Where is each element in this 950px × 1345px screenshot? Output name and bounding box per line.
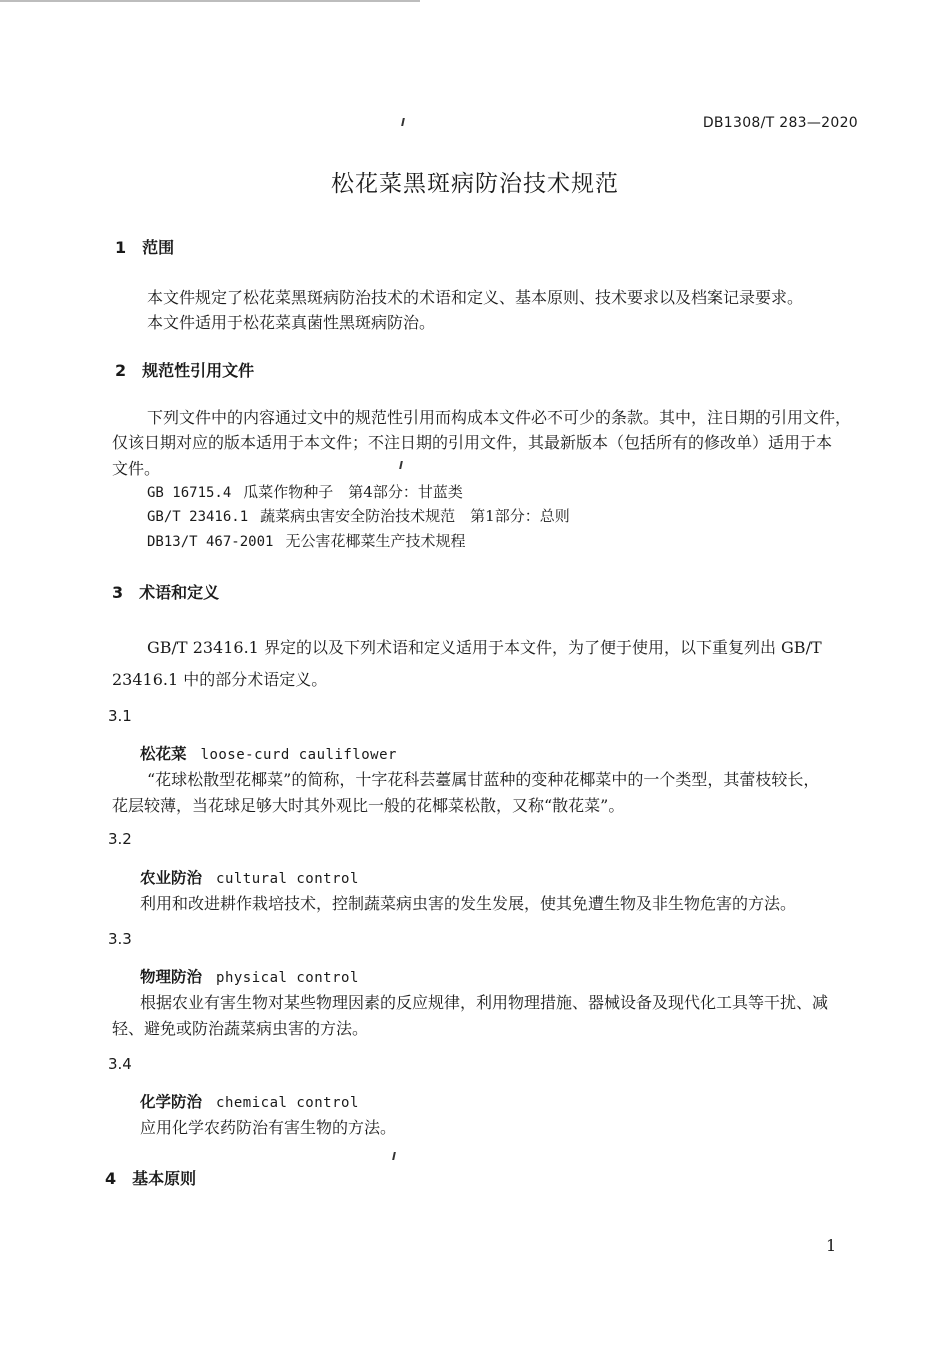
section-3-intro-line-1: GB/T 23416.1 界定的以及下列术语和定义适用于本文件，为了便于使用，以下重复列出 GB/T	[147, 638, 822, 657]
reference-item	[147, 481, 463, 502]
reference-code: GB 16715.4	[147, 485, 232, 501]
term-number: 3.4	[108, 1055, 132, 1073]
reference-title: 蔬菜病虫害安全防治技术规范 第1部分：总则	[260, 507, 570, 525]
section-1-paragraph-2: 本文件适用于松花菜真菌性黑斑病防治。	[147, 313, 436, 332]
term-chinese: 物理防治	[140, 968, 203, 986]
section-2-heading: 2 规范性引用文件	[115, 361, 255, 380]
reference-code: GB/T 23416.1	[147, 509, 249, 525]
scan-edge-line	[0, 0, 420, 2]
scan-mark	[399, 461, 403, 469]
reference-item	[147, 530, 465, 551]
section-3-heading: 3 术语和定义	[112, 583, 220, 602]
section-2-paragraph-line-1: 下列文件中的内容通过文中的规范性引用而构成本文件必不可少的条款。其中，注日期的引用文件，	[147, 408, 852, 427]
term-heading	[140, 965, 359, 987]
term-definition-line-1: 应用化学农药防治有害生物的方法。	[140, 1118, 397, 1137]
section-2-paragraph-line-3: 文件。	[112, 459, 161, 478]
doc-code: DB1308/T 283—2020	[702, 115, 858, 131]
page-title: 松花菜黑斑病防治技术规范	[331, 171, 619, 197]
section-4-heading: 4 基本原则	[105, 1169, 197, 1188]
term-chinese: 松花菜	[140, 745, 187, 763]
reference-item	[147, 505, 570, 526]
section-3-intro-line-2: 23416.1 中的部分术语定义。	[112, 670, 328, 689]
term-heading	[140, 742, 397, 764]
term-english: chemical control	[216, 1095, 359, 1111]
term-definition-line-1: “花球松散型花椰菜”的简称，十字花科芸薹属甘蓝种的变种花椰菜中的一个类型，其蕾枝较长，	[147, 770, 820, 789]
term-english: loose-curd cauliflower	[200, 747, 397, 763]
scan-mark	[401, 118, 405, 126]
term-definition-line-1: 根据农业有害生物对某些物理因素的反应规律，利用物理措施、器械设备及现代化工具等干扰、减	[140, 993, 829, 1012]
page-number: 1	[826, 1236, 837, 1255]
term-definition-line-2: 花层较薄，当花球足够大时其外观比一般的花椰菜松散，又称“散花菜”。	[112, 796, 625, 815]
term-number: 3.1	[108, 707, 132, 725]
section-1-paragraph-1: 本文件规定了松花菜黑斑病防治技术的术语和定义、基本原则、技术要求以及档案记录要求。	[147, 288, 804, 307]
section-1-heading: 1 范围	[115, 238, 175, 257]
term-heading	[140, 1090, 359, 1112]
term-number: 3.3	[108, 930, 132, 948]
term-definition-line-1: 利用和改进耕作栽培技术，控制蔬菜病虫害的发生发展，使其免遭生物及非生物危害的方法。	[140, 894, 797, 913]
term-english: physical control	[216, 970, 359, 986]
scan-mark	[392, 1152, 396, 1160]
reference-title: 瓜菜作物种子 第4部分：甘蓝类	[243, 483, 463, 501]
section-2-paragraph-line-2: 仅该日期对应的版本适用于本文件；不注日期的引用文件，其最新版本（包括所有的修改单）适用于本	[112, 433, 833, 452]
term-chinese: 化学防治	[140, 1093, 203, 1111]
reference-title: 无公害花椰菜生产技术规程	[285, 532, 466, 550]
term-number: 3.2	[108, 830, 132, 848]
term-definition-line-2: 轻、避免或防治蔬菜病虫害的方法。	[112, 1019, 369, 1038]
term-heading	[140, 866, 359, 888]
reference-code: DB13/T 467-2001	[147, 534, 274, 550]
term-english: cultural control	[216, 871, 359, 887]
term-chinese: 农业防治	[140, 869, 203, 887]
